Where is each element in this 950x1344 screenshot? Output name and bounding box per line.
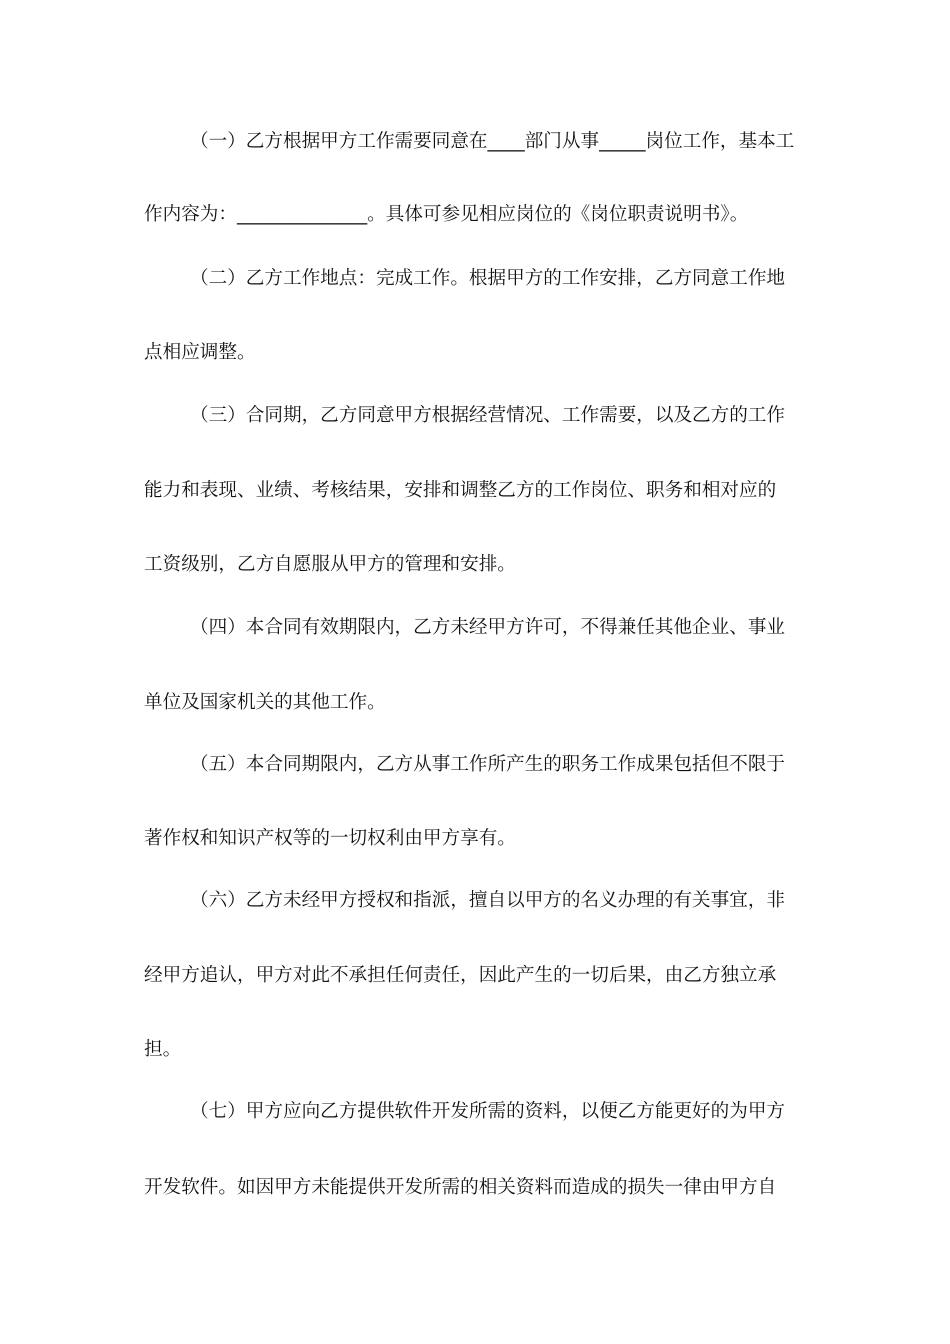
clause-1-text-1: （一）乙方根据甲方工作需要同意在____部门从事_____岗位工作，基本工 xyxy=(190,131,795,152)
clause-4-text-2: 单位及国家机关的其他工作。 xyxy=(144,692,386,713)
clause-5-line-1 xyxy=(0,750,950,780)
clause-3-line-2 xyxy=(0,476,950,506)
clause-2-line-2 xyxy=(0,338,950,368)
clause-2-text-1: （二）乙方工作地点：完成工作。根据甲方的工作安排，乙方同意工作地 xyxy=(190,268,786,289)
clause-3-line-3 xyxy=(0,550,950,580)
clause-3-text-3: 工资级别，乙方自愿服从甲方的管理和安排。 xyxy=(144,554,516,575)
clause-7-text-2: 开发软件。如因甲方未能提供开发所需的相关资料而造成的损失一律由甲方自 xyxy=(144,1177,777,1198)
clause-5-text-2: 著作权和知识产权等的一切权利由甲方享有。 xyxy=(144,828,516,849)
clause-1-line-2 xyxy=(0,200,950,230)
clause-5-text-1: （五）本合同期限内，乙方从事工作所产生的职务工作成果包括但不限于 xyxy=(190,754,786,775)
clause-1-text-2: 作内容为：______________。具体可参见相应岗位的《岗位职责说明书》。 xyxy=(144,204,749,225)
clause-3-text-2: 能力和表现、业绩、考核结果，安排和调整乙方的工作岗位、职务和相对应的 xyxy=(144,480,777,501)
clause-7-text-1: （七）甲方应向乙方提供软件开发所需的资料，以便乙方能更好的为甲方 xyxy=(190,1101,786,1122)
clause-6-text-2: 经甲方追认，甲方对此不承担任何责任，因此产生的一切后果，由乙方独立承 xyxy=(144,965,777,986)
clause-2-text-2: 点相应调整。 xyxy=(144,342,256,363)
clause-2-line-1 xyxy=(0,264,950,294)
clause-6-line-3 xyxy=(0,1035,950,1065)
clause-6-text-1: （六）乙方未经甲方授权和指派，擅自以甲方的名义办理的有关事宜，非 xyxy=(190,890,786,911)
clause-6-line-1 xyxy=(0,886,950,916)
clause-7-line-1 xyxy=(0,1097,950,1127)
clause-4-text-1: （四）本合同有效期限内，乙方未经甲方许可，不得兼任其他企业、事业 xyxy=(190,617,786,638)
clause-3-text-1: （三）合同期，乙方同意甲方根据经营情况、工作需要，以及乙方的工作 xyxy=(190,405,786,426)
clause-6-text-3: 担。 xyxy=(144,1039,182,1060)
clause-7-line-2 xyxy=(0,1173,950,1203)
clause-6-line-2 xyxy=(0,961,950,991)
clause-1-line-1 xyxy=(0,127,950,157)
clause-4-line-1 xyxy=(0,613,950,643)
clause-4-line-2 xyxy=(0,688,950,718)
clause-3-line-1 xyxy=(0,401,950,431)
clause-5-line-2 xyxy=(0,824,950,854)
